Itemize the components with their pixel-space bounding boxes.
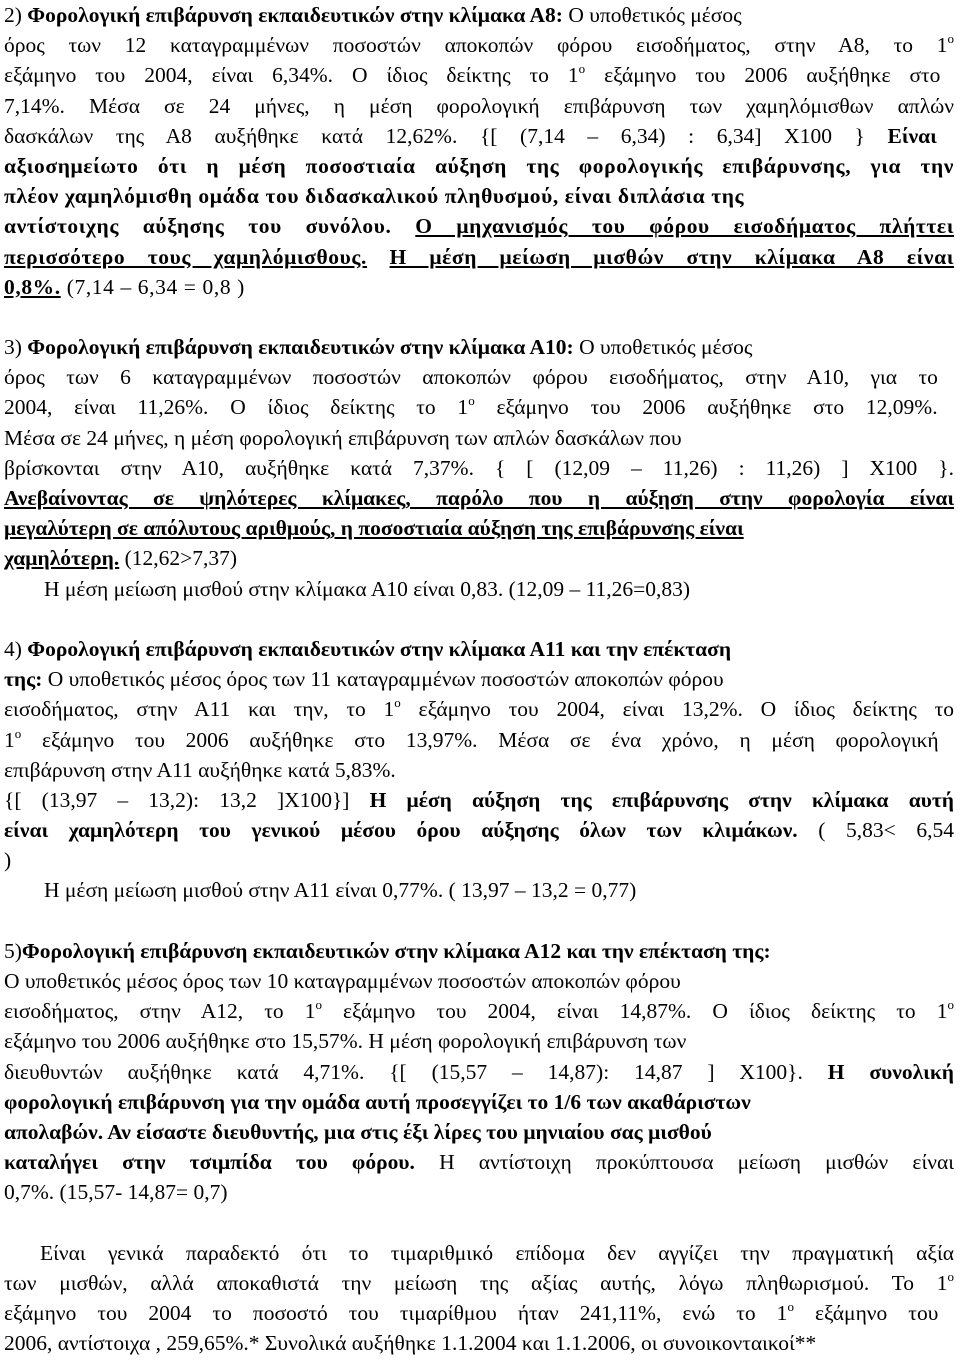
line-content <box>4 546 237 570</box>
superscript: ο <box>787 1299 794 1315</box>
bold-text: απολαβών. Αν είσαστε διευθυντής, μια στις έξι λίρες του μηνιαίου σας μισθού <box>4 1119 712 1144</box>
line-content <box>4 1150 954 1174</box>
superscript: ο <box>14 725 22 741</box>
text-line <box>4 362 956 392</box>
text-line <box>4 30 956 60</box>
line-content <box>4 1029 686 1053</box>
bold-text: Η συνολική <box>827 1059 954 1084</box>
text-line <box>4 574 956 604</box>
text-run: 1 <box>4 727 15 752</box>
line-content <box>4 697 954 721</box>
text-line <box>4 936 956 966</box>
line-content <box>4 1180 228 1204</box>
text-run: όρος των 12 καταγραμμένων ποσοστών αποκοπών φόρου εισοδήματος, στην Α8, το 1 <box>4 33 948 58</box>
line-content <box>4 456 954 480</box>
bold-text: Φορολογική επιβάρυνση εκπαιδευτικών στην κλίμακα Α11 και την επέκταση <box>27 636 732 661</box>
text-line <box>4 1087 956 1117</box>
text-run: εξάμηνο του 2004 το ποσοστό του τιμαρίθμου ήταν 241,11%, ενώ το 1 <box>4 1301 788 1326</box>
bold-text: Φορολογική επιβάρυνση εκπαιδευτικών στην κλίμακα Α12 και την επέκταση της: <box>21 938 771 963</box>
text-run: Η μέση μείωση μισθού στην Α11 είναι 0,77%. ( 13,97 – 13,2 = 0,77) <box>44 878 637 903</box>
text-run: 2) <box>4 3 28 27</box>
bold-underlined-text: Ανεβαίνοντας σε ψηλότερες κλίμακες, παρόλο που η αύξηση στην φορολογία είναι <box>4 486 954 510</box>
line-content <box>4 486 954 510</box>
text-run: Η αντίστοιχη προκύπτουσα μείωση μισθών είναι <box>414 1150 954 1175</box>
text-run: Είναι γενικά παραδεκτό ότι το τιμαριθμικό επίδομα δεν αγγίζει την πραγματική αξία <box>40 1240 954 1265</box>
line-content <box>4 725 939 752</box>
text-run: εξάμηνο του 2006 αυξήθηκε στο 12,09%. <box>474 395 938 420</box>
text-run: Ο υποθετικός μέσος όρος των 10 καταγραμμένων ποσοστών αποκοπών φόρου <box>4 969 681 993</box>
text-line <box>4 815 956 845</box>
text-line <box>4 181 956 211</box>
text-run: Ο υποθετικός μέσος <box>573 335 753 360</box>
line-content <box>40 1241 954 1265</box>
bold-text: καταλήγει στην τσιμπίδα του φόρου. <box>4 1150 415 1175</box>
text-line <box>4 845 956 875</box>
text-line <box>4 664 956 694</box>
text-line <box>4 996 956 1026</box>
superscript: ο <box>947 997 954 1013</box>
text-line <box>4 513 956 543</box>
line-content <box>4 848 11 872</box>
text-line <box>4 211 956 241</box>
text-line <box>4 1117 956 1147</box>
line-content <box>4 1090 751 1114</box>
text-line <box>4 1238 956 1268</box>
bold-text: Η μέση αύξηση της επιβάρυνσης στην κλίμακα αυτή <box>369 787 954 812</box>
text-run: {[ (13,97 – 13,2): 13,2 ]Χ100}] <box>4 787 370 812</box>
bold-text: της: <box>4 667 43 692</box>
line-content <box>4 3 742 27</box>
line-content <box>4 758 396 782</box>
text-run: εισοδήματος, στην Α11 και την, το 1 <box>4 697 395 722</box>
bold-text: αντίστοιχης αύξησης του συνόλου. <box>4 214 416 239</box>
text-line <box>4 91 956 121</box>
line-content <box>4 1331 816 1355</box>
text-line <box>4 60 956 90</box>
bold-underlined-text: Ο μηχανισμός του φόρου εισοδήματος πλήττει <box>415 214 954 239</box>
superscript: ο <box>947 31 954 47</box>
line-content <box>4 275 245 299</box>
line-content <box>4 335 752 359</box>
text-line <box>4 0 956 30</box>
text-run: των μισθών, αλλά αποκαθιστά την μείωση της αξίας αυτής, λόγω πληθωρισμού. Το 1 <box>4 1270 948 1295</box>
text-run: εισοδήματος, στην Α12, το 1 <box>4 999 316 1024</box>
blank-line <box>4 1208 956 1238</box>
text-run: ( 5,83< 6,54 <box>797 818 954 843</box>
line-content <box>4 395 938 419</box>
text-run: εξάμηνο του 2004, είναι 13,2%. Ο ίδιος δείκτης το <box>400 697 954 722</box>
line-content <box>4 33 954 57</box>
blank-line <box>4 906 956 936</box>
text-run: ) <box>4 848 12 873</box>
blank-line <box>4 302 956 332</box>
text-run: 2006, αντίστοιχα , 259,65%.* Συνολικά αυξήθηκε 1.1.2004 και 1.1.2006, οι συνοικονταικοί** <box>4 1331 817 1356</box>
text-run: εξάμηνο του 2006 αυξήθηκε στο 15,57%. Η μέση φορολογική επιβάρυνση των <box>4 1029 687 1054</box>
line-content <box>4 426 682 450</box>
superscript: ο <box>468 393 475 409</box>
bold-underlined-text: χαμηλότερη. <box>4 546 120 571</box>
text-line <box>4 453 956 483</box>
line-content <box>4 1060 954 1084</box>
text-line <box>4 392 956 422</box>
line-content <box>4 245 954 269</box>
text-run: όρος των 6 καταγραμμένων ποσοστών αποκοπών φόρου εισοδήματος, στην Α10, για το <box>4 365 938 390</box>
text-line <box>4 694 956 724</box>
line-content <box>4 637 731 661</box>
bold-text: Φορολογική επιβάρυνση εκπαιδευτικών στην κλίμακα Α8: <box>27 3 563 27</box>
line-content <box>4 214 954 238</box>
text-line <box>4 1328 956 1358</box>
line-content <box>44 878 636 902</box>
superscript: ο <box>578 61 586 77</box>
text-line <box>4 1147 956 1177</box>
text-line <box>4 875 956 905</box>
text-run: εξάμηνο του 2004, είναι 6,34%. Ο ίδιος δείκτης το 1 <box>4 63 579 88</box>
text-line <box>4 966 956 996</box>
text-run: βρίσκονται στην Α10, αυξήθηκε κατά 7,37%. { [ (12,09 – 11,26) : 11,26) ] Χ100 }. <box>4 455 954 480</box>
text-line <box>4 725 956 755</box>
text-run: εξάμηνο του 2006 αυξήθηκε στο <box>585 63 941 88</box>
text-run: εξάμηνο του <box>793 1301 939 1326</box>
text-run: επιβάρυνση στην Α11 αυξήθηκε κατά 5,83%. <box>4 757 396 782</box>
text-line <box>4 543 956 573</box>
bold-text: Φορολογική επιβάρυνση εκπαιδευτικών στην κλίμακα Α10: <box>27 335 574 360</box>
line-content <box>4 818 954 842</box>
text-line <box>4 755 956 785</box>
superscript: ο <box>947 1268 954 1284</box>
line-content <box>4 969 681 993</box>
bold-underlined-text: περισσότερο τους χαμηλόμισθους. <box>4 244 368 269</box>
line-content <box>4 1120 712 1144</box>
line-content <box>4 124 937 148</box>
text-line <box>4 423 956 453</box>
text-run: 7,14%. Μέσα σε 24 μήνες, η μέση φορολογική επιβάρυνση των χαμηλόμισθων απλών <box>4 93 954 118</box>
line-content <box>4 516 744 540</box>
line-content <box>4 365 938 389</box>
superscript: ο <box>394 695 401 711</box>
bold-text: αξιοσημείωτο ότι η μέση ποσοστιαία αύξηση της φορολογικής επιβάρυνσης, για την <box>4 153 954 178</box>
line-content <box>4 667 724 691</box>
text-run: (7,14 – 6,34 = 0,8 ) <box>60 274 245 299</box>
text-run: (12,62>7,37) <box>124 546 238 571</box>
line-content <box>4 63 940 87</box>
text-line <box>4 242 956 272</box>
text-run: 5) <box>4 938 22 963</box>
line-content <box>4 94 954 118</box>
text-line <box>4 1268 956 1298</box>
bold-underlined-text: Η μέση μείωση μισθών στην κλίμακα Α8 είναι <box>389 244 955 269</box>
text-run: 3) <box>4 335 28 360</box>
bold-text: φορολογική επιβάρυνση για την ομάδα αυτή προσεγγίζει το 1/6 των ακαθάριστων <box>4 1089 751 1114</box>
text-run: διευθυντών αυξήθηκε κατά 4,71%. {[ (15,57 – 14,87): 14,87 ] Χ100}. <box>4 1059 828 1084</box>
line-content <box>4 154 954 178</box>
text-run <box>367 245 390 269</box>
text-line <box>4 634 956 664</box>
bold-underlined-text: 0,8%. <box>4 274 61 299</box>
text-run: εξάμηνο του 2004, είναι 14,87%. Ο ίδιος δείκτης το 1 <box>321 999 948 1024</box>
bold-text: είναι χαμηλότερη του γενικού μέσου όρου αύξησης όλων των κλιμάκων. <box>4 818 798 843</box>
superscript: ο <box>315 997 322 1013</box>
text-line <box>4 1298 956 1328</box>
line-content <box>4 1301 938 1325</box>
text-line <box>4 483 956 513</box>
bold-underlined-text: μεγαλύτερη σε απόλυτους αριθμούς, η ποσοστιαία αύξηση της επιβάρυνσης είναι <box>4 516 744 541</box>
text-line <box>4 151 956 181</box>
line-content <box>44 577 690 601</box>
blank-line <box>4 604 956 634</box>
text-run: Μέσα σε 24 μήνες, η μέση φορολογική επιβάρυνση των απλών δασκάλων που <box>4 425 682 450</box>
bold-text: Είναι <box>887 123 937 148</box>
text-line <box>4 1057 956 1087</box>
text-run: εξάμηνο του 2006 αυξήθηκε στο 13,97%. Μέσα σε ένα χρόνο, η μέση φορολογική <box>21 727 939 752</box>
text-run: 0,7%. (15,57- 14,87= 0,7) <box>4 1180 228 1205</box>
line-content <box>4 184 744 208</box>
text-run: Ο υποθετικός μέσος <box>562 3 742 27</box>
line-content <box>4 999 954 1023</box>
text-run: 2004, είναι 11,26%. Ο ίδιος δείκτης το 1 <box>4 395 469 420</box>
text-line <box>4 785 956 815</box>
text-line <box>4 121 956 151</box>
text-line <box>4 332 956 362</box>
line-content <box>4 788 954 812</box>
text-run: Ο υποθετικός μέσος όρος των 11 καταγραμμένων ποσοστών αποκοπών φόρου <box>42 667 724 692</box>
text-line <box>4 272 956 302</box>
text-run: 4) <box>4 636 28 661</box>
text-line <box>4 1177 956 1207</box>
bold-text: πλέον χαμηλόμισθη ομάδα του διδασκαλικού πληθυσμού, είναι διπλάσια της <box>4 184 745 209</box>
text-run: Η μέση μείωση μισθού στην κλίμακα Α10 είναι 0,83. (12,09 – 11,26=0,83) <box>44 576 691 601</box>
text-line <box>4 1026 956 1056</box>
line-content <box>4 939 771 963</box>
text-run: δασκάλων της Α8 αυξήθηκε κατά 12,62%. {[ (7,14 – 6,34) : 6,34] Χ100 } <box>4 123 888 148</box>
line-content <box>4 1268 954 1295</box>
